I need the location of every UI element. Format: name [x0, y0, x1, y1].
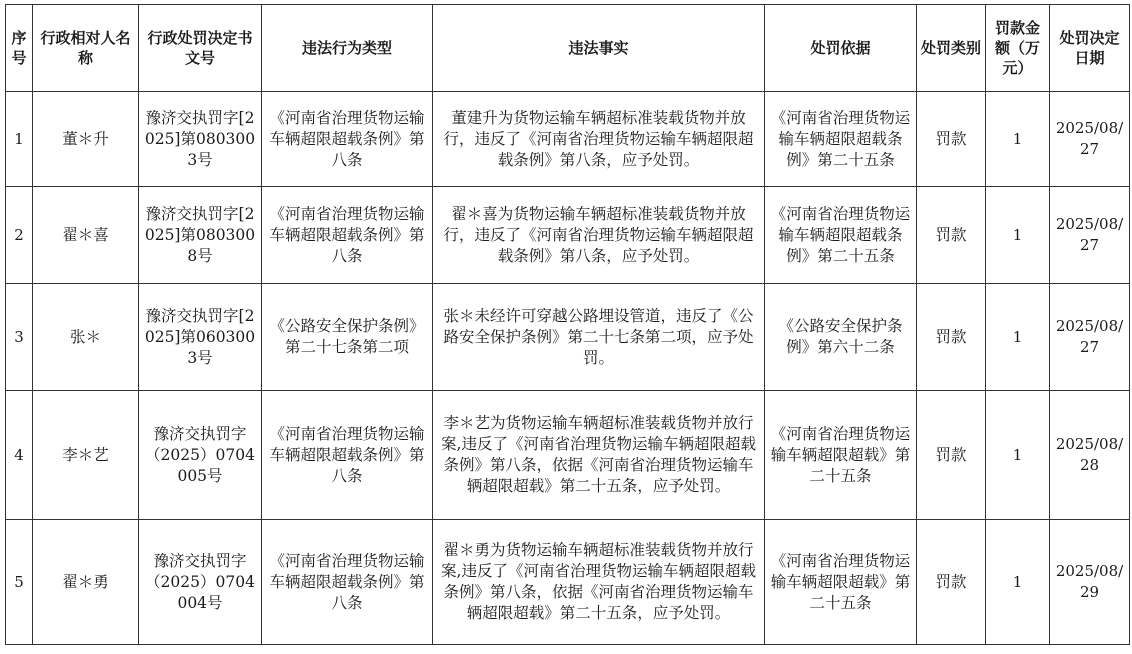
- cell-seq: 1: [6, 92, 33, 187]
- cell-party: 翟＊喜: [33, 187, 139, 284]
- header-facts: 违法事实: [433, 5, 765, 92]
- cell-seq: 5: [6, 520, 33, 645]
- header-category: 处罚类别: [917, 5, 986, 92]
- cell-doc-no: 豫济交执罚字[2025]第0803008号: [139, 187, 262, 284]
- cell-basis: 《河南省治理货物运输车辆超限超载条例》第二十五条: [765, 187, 917, 284]
- cell-doc-no: 豫济交执罚字[2025]第0603003号: [139, 284, 262, 391]
- penalty-table: [5, 4, 1130, 645]
- cell-violation-type: 《河南省治理货物运输车辆超限超载条例》第八条: [262, 391, 433, 520]
- cell-seq: 3: [6, 284, 33, 391]
- cell-category: 罚款: [917, 391, 986, 520]
- cell-date: 2025/08/27: [1050, 284, 1130, 391]
- cell-amount: 1: [986, 284, 1050, 391]
- header-party: 行政相对人名称: [33, 5, 139, 92]
- cell-date: 2025/08/29: [1050, 520, 1130, 645]
- penalty-table-sheet: [5, 4, 1130, 645]
- cell-facts: 李＊艺为货物运输车辆超标准装载货物并放行案,违反了《河南省治理货物运输车辆超限超载条例》第八条，依据《河南省治理货物运输车辆超限超载》第二十五条，应予处罚。: [433, 391, 765, 520]
- cell-doc-no: 豫济交执罚字（2025）0704005号: [139, 391, 262, 520]
- cell-basis: 《河南省治理货物运输车辆超限超载》第二十五条: [765, 391, 917, 520]
- cell-seq: 4: [6, 391, 33, 520]
- cell-party: 翟＊勇: [33, 520, 139, 645]
- table-row: [6, 391, 1130, 520]
- cell-facts: 张＊未经许可穿越公路埋设管道，违反了《公路安全保护条例》第二十七条第二项，应予处罚。: [433, 284, 765, 391]
- header-date: 处罚决定日期: [1050, 5, 1130, 92]
- cell-facts: 董建升为货物运输车辆超标准装载货物并放行，违反了《河南省治理货物运输车辆超限超载条例》第八条，应予处罚。: [433, 92, 765, 187]
- cell-date: 2025/08/28: [1050, 391, 1130, 520]
- header-doc-no: 行政处罚决定书文号: [139, 5, 262, 92]
- table-header-row: [6, 5, 1130, 92]
- cell-date: 2025/08/27: [1050, 187, 1130, 284]
- cell-amount: 1: [986, 391, 1050, 520]
- cell-basis: 《河南省治理货物运输车辆超限超载条例》第二十五条: [765, 92, 917, 187]
- cell-amount: 1: [986, 187, 1050, 284]
- cell-category: 罚款: [917, 92, 986, 187]
- table-row: [6, 92, 1130, 187]
- cell-violation-type: 《公路安全保护条例》第二十七条第二项: [262, 284, 433, 391]
- cell-violation-type: 《河南省治理货物运输车辆超限超载条例》第八条: [262, 520, 433, 645]
- cell-doc-no: 豫济交执罚字（2025）0704004号: [139, 520, 262, 645]
- header-seq: 序号: [6, 5, 33, 92]
- cell-category: 罚款: [917, 284, 986, 391]
- table-row: [6, 187, 1130, 284]
- cell-seq: 2: [6, 187, 33, 284]
- cell-party: 董＊升: [33, 92, 139, 187]
- cell-date: 2025/08/27: [1050, 92, 1130, 187]
- cell-basis: 《公路安全保护条例》第六十二条: [765, 284, 917, 391]
- cell-violation-type: 《河南省治理货物运输车辆超限超载条例》第八条: [262, 92, 433, 187]
- cell-facts: 翟＊勇为货物运输车辆超标准装载货物并放行案,违反了《河南省治理货物运输车辆超限超载条例》第八条，依据《河南省治理货物运输车辆超限超载》第二十五条，应予处罚。: [433, 520, 765, 645]
- cell-facts: 翟＊喜为货物运输车辆超标准装载货物并放行，违反了《河南省治理货物运输车辆超限超载条例》第八条，应予处罚。: [433, 187, 765, 284]
- table-row: [6, 284, 1130, 391]
- header-violation-type: 违法行为类型: [262, 5, 433, 92]
- cell-party: 张＊: [33, 284, 139, 391]
- table-row: [6, 520, 1130, 645]
- cell-category: 罚款: [917, 187, 986, 284]
- cell-doc-no: 豫济交执罚字[2025]第0803003号: [139, 92, 262, 187]
- cell-amount: 1: [986, 92, 1050, 187]
- cell-violation-type: 《河南省治理货物运输车辆超限超载条例》第八条: [262, 187, 433, 284]
- cell-category: 罚款: [917, 520, 986, 645]
- cell-party: 李＊艺: [33, 391, 139, 520]
- header-basis: 处罚依据: [765, 5, 917, 92]
- cell-amount: 1: [986, 520, 1050, 645]
- cell-basis: 《河南省治理货物运输车辆超限超载》第二十五条: [765, 520, 917, 645]
- header-amount: 罚款金额（万元）: [986, 5, 1050, 92]
